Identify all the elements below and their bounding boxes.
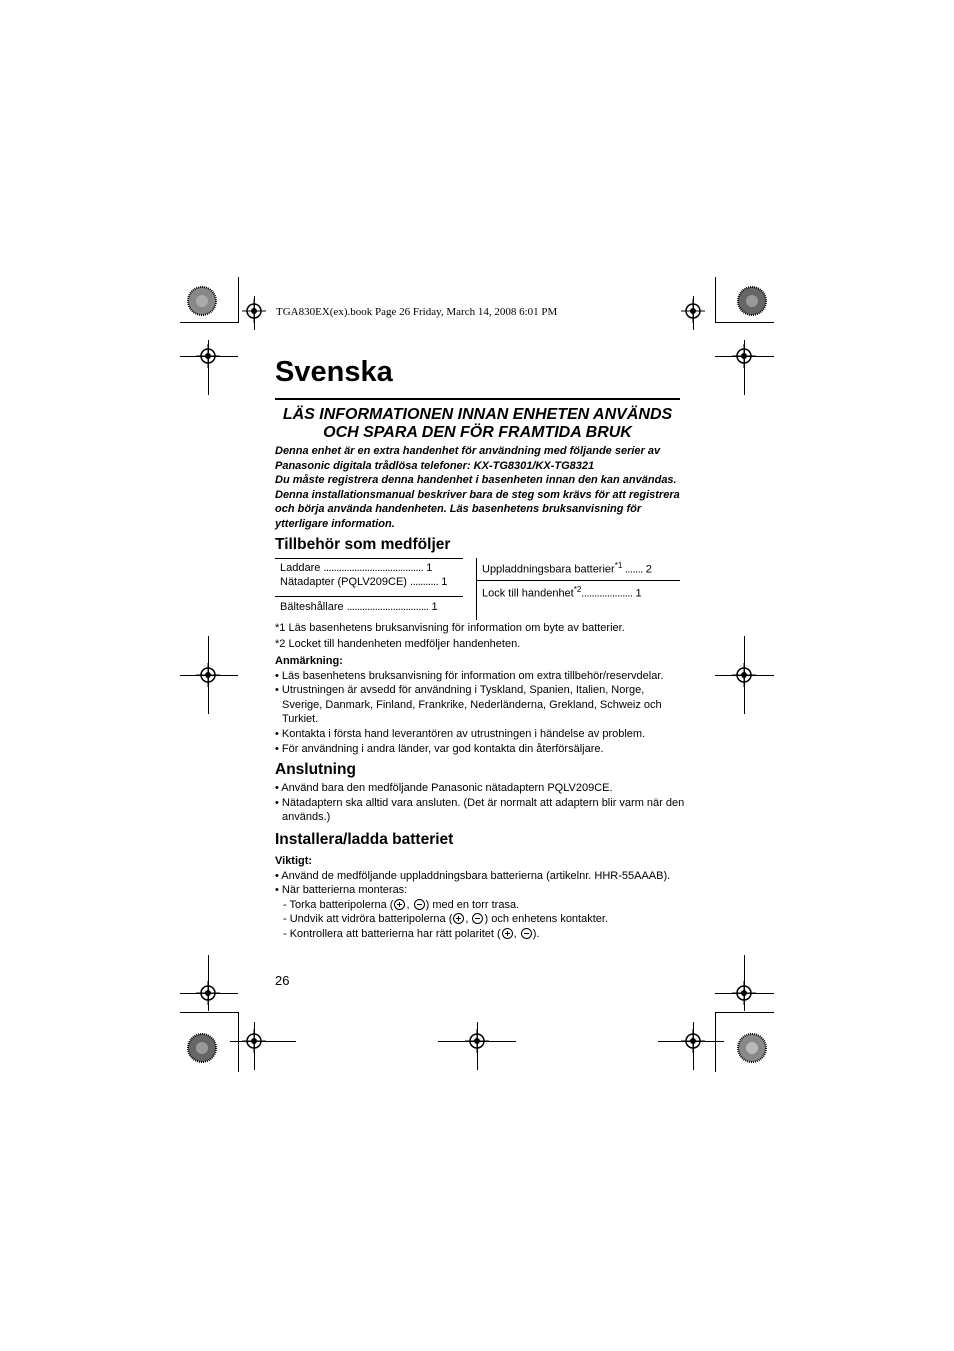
note-section xyxy=(275,654,685,756)
accessory-item: Nätadapter (PQLV209CE) ........... 1 xyxy=(280,576,448,588)
accessory-item: Uppladdningsbara batterier$^{*1}$ ....... 2 xyxy=(482,561,652,576)
battery-section xyxy=(275,854,685,942)
registration-mark-icon xyxy=(465,1029,489,1053)
battery-heading: Installera/ladda batteriet xyxy=(275,831,454,848)
list-item: • Kontakta i första hand leverantören av utrustningen i händelse av problem. xyxy=(275,727,646,740)
plus-circle-icon xyxy=(502,928,513,939)
registration-mark-icon xyxy=(196,663,220,687)
accessory-item: Lock till handenhet$^{*2}$.................... 1 xyxy=(482,585,642,600)
registration-mark-icon xyxy=(732,981,756,1005)
accessories-heading: Tillbehör som medföljer xyxy=(275,536,451,553)
list-item: • När batterierna monteras: xyxy=(275,884,408,897)
color-rosette-icon xyxy=(187,286,217,316)
registration-mark-icon xyxy=(681,299,705,323)
footnote: *2 Locket till handenheten medföljer handenheten. xyxy=(275,637,521,650)
connection-heading: Anslutning xyxy=(275,761,356,778)
title-rule xyxy=(275,398,680,400)
minus-circle-icon xyxy=(472,913,483,924)
page-title: Svenska xyxy=(275,356,393,388)
intro-paragraph-1: Denna enhet är en extra handenhet för användning med följande serier av Panasonic digitala trådlösa telefoner: KX-TG8301/KX-TG8321 xyxy=(275,445,661,472)
list-item: • För användning i andra länder, var god kontakta din återförsäljare. xyxy=(275,742,604,755)
list-item: • Använd de medföljande uppladdningsbara batterierna (artikelnr. HHR-55AAAB). xyxy=(275,869,671,882)
list-item: • Läs basenhetens bruksanvisning för information om extra tillbehör/reservdelar. xyxy=(275,669,664,682)
warning-line-2: OCH SPARA DEN FÖR FRAMTIDA BRUK xyxy=(323,424,632,441)
accessory-item: Laddare ....................................... 1 xyxy=(280,562,433,574)
minus-circle-icon xyxy=(521,928,532,939)
list-item: • Nätadaptern ska alltid vara ansluten. (Det är normalt att adaptern blir varm när den används.) xyxy=(275,796,685,824)
plus-circle-icon xyxy=(394,899,405,910)
important-heading: Viktigt: xyxy=(275,855,313,867)
accessories-footnotes xyxy=(275,621,685,651)
plus-circle-icon xyxy=(453,913,464,924)
list-item: • Använd bara den medföljande Panasonic nätadaptern PQLV209CE. xyxy=(275,782,613,794)
list-item: - Undvik att vidröra batteripolerna ( , ) och enhetens kontakter. xyxy=(283,913,609,926)
table-divider xyxy=(476,558,477,620)
registration-mark-icon xyxy=(681,1029,705,1053)
connection-section xyxy=(275,781,685,825)
registration-mark-icon xyxy=(242,299,266,323)
warning-line-1: LÄS INFORMATIONEN INNAN ENHETEN ANVÄNDS xyxy=(282,406,673,423)
color-rosette-icon xyxy=(737,286,767,316)
page-number: 26 xyxy=(275,973,290,988)
warning-heading xyxy=(275,406,680,442)
color-rosette-icon xyxy=(737,1033,767,1063)
table-rule xyxy=(476,580,680,581)
table-rule xyxy=(275,558,463,559)
intro-text xyxy=(275,444,685,532)
note-heading: Anmärkning: xyxy=(275,655,343,667)
list-item: - Torka batteripolerna ( , ) med en torr trasa. xyxy=(283,898,520,911)
footnote: *1 Läs basenhetens bruksanvisning för information om byte av batterier. xyxy=(275,622,625,634)
table-rule xyxy=(275,596,463,597)
registration-mark-icon xyxy=(196,981,220,1005)
accessory-item: Bälteshållare ................................ 1 xyxy=(280,601,438,613)
color-rosette-icon xyxy=(187,1033,217,1063)
minus-circle-icon xyxy=(414,899,425,910)
registration-mark-icon xyxy=(196,344,220,368)
list-item: • Utrustningen är avsedd för användning i Tyskland, Spanien, Italien, Norge, Sverige, Danmark, Finland, Frankrike, Nederländerna, Grekland, Schweiz och Turkiet. xyxy=(275,684,662,726)
list-item: - Kontrollera att batterierna har rätt polaritet ( , ). xyxy=(283,927,540,940)
registration-mark-icon xyxy=(732,663,756,687)
registration-mark-icon xyxy=(732,344,756,368)
file-info-header: TGA830EX(ex).book Page 26 Friday, March 14, 2008 6:01 PM xyxy=(276,306,558,318)
registration-mark-icon xyxy=(242,1029,266,1053)
intro-paragraph-2: Du måste registrera denna handenhet i basenheten innan den kan användas. Denna installationsmanual beskriver bara de steg som krävs för att registrera och börja använda handenheten. Läs basenhetens bruksanvisning för ytterligare information. xyxy=(275,474,680,530)
